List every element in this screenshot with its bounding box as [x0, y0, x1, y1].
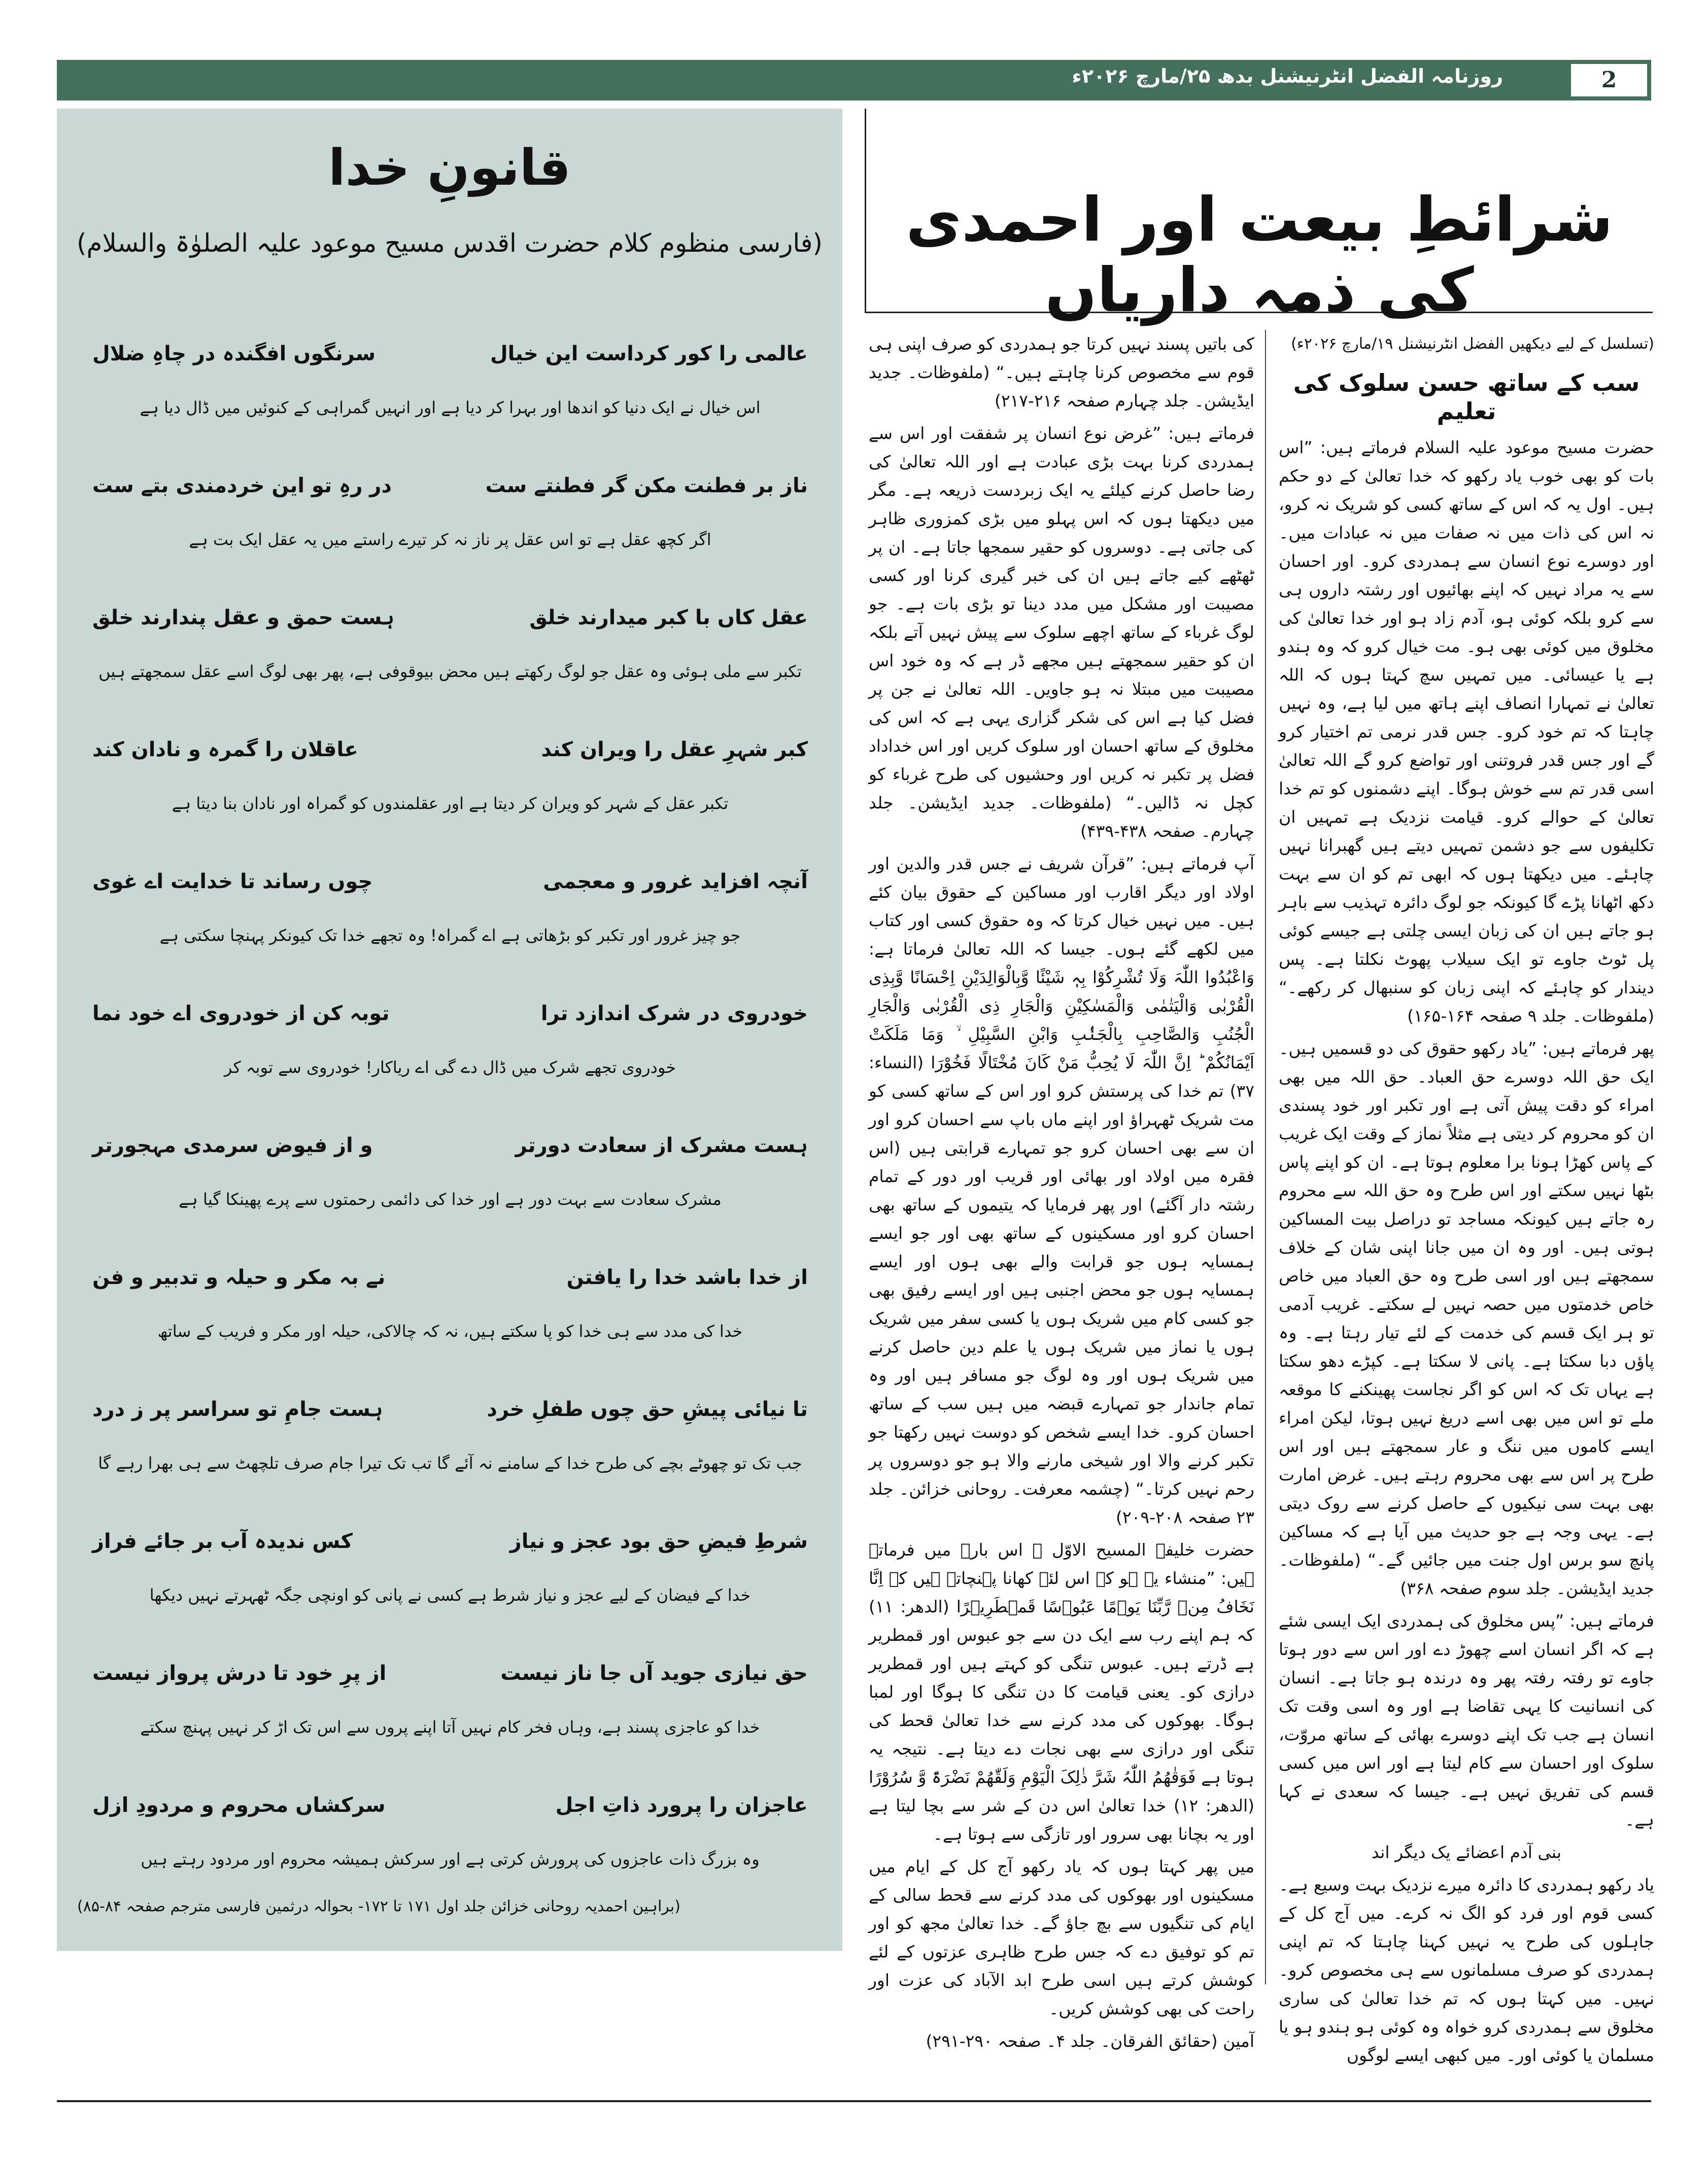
paragraph: فرماتے ہیں: ”پس مخلوق کی ہمدردی ایک ایسی شئے ہے کہ اگر انسان اسے چھوڑ دے اور اس سے دور ہوتا جاوے تو رفتہ رفتہ پھر وہ درندہ ہو جاتا ہے۔ انسان کی انسانیت کا یہی تقاضا ہے اور وہ اسی وقت تک انسان ہے جب تک اپنے دوسرے بھائی کے ساتھ مروّت، سلوک اور احسان سے کام لیتا ہے اور اس میں کسی قسم کی تفریق نہیں ہے۔ جیسا کہ سعدی نے کہا ہے۔	[1279, 1611, 1654, 1830]
verse-second-hemistich: کس ندیدہ آب بر جائے فراز	[92, 1530, 353, 1553]
section-heading: سب کے ساتھ حسن سلوک کی تعلیم	[1293, 369, 1640, 425]
paragraph: آپ فرماتے ہیں: ”قرآن شریف نے جس قدر والدین اور اولاد اور دیگر اقارب اور مساکین کے حقوق بیان کئے ہیں۔ میں نہیں خیال کرتا کہ وہ حقوق کسی اور کتاب میں لکھے گئے ہوں۔ جیسا کہ اللہ تعالیٰ فرماتا ہے: وَاعْبُدُوا اللّٰہَ وَلَا تُشْرِکُوْا بِہٖ شَیْئًا وَّبِالْوَالِدَیْنِ اِحْسَانًا وَّبِذِی الْقُرْبٰی وَالْیَتٰمٰی وَالْمَسٰکِیْنِ وَالْجَارِ ذِی الْقُرْبٰی وَالْجَارِ الْجُنُبِ وَالصَّاحِبِ بِالْجَنْۢبِ وَابْنِ السَّبِیْلِ ۙ وَمَا مَلَکَتْ اَیْمَانُکُمْ ؕ اِنَّ اللّٰہَ لَا یُحِبُّ مَنْ کَانَ مُخْتَالًا فَخُوْرَا (النساء: ۳۷) تم خدا کی پرستش کرو اور اس کے ساتھ کسی کو مت شریک ٹھہراؤ اور اپنے ماں باپ سے احسان کرو اور ان سے بھی احسان کرو جو تمہارے قرابتی ہیں (اس فقرہ میں اولاد اور بھائی اور قریب اور دور کے تمام رشتہ دار آگئے) اور پھر فرمایا کہ یتیموں کے ساتھ بھی احسان کرو اور مسکینوں کے ساتھ بھی اور جو ایسے ہمسایہ ہوں جو قرابت والے بھی ہوں اور ایسے ہمسایہ ہوں جو محض اجنبی ہیں اور ایسے رفیق بھی جو کسی کام میں شریک ہوں یا کسی سفر میں شریک ہوں یا نماز میں شریک ہوں یا علم دین حاصل کرنے میں شریک ہوں اور وہ لوگ جو مسافر ہیں اور وہ تمام جاندار جو تمہارے قبضہ میں ہیں سب کے ساتھ احسان کرو۔ خدا ایسے شخص کو دوست نہیں رکھتا جو تکبر کرنے والا اور شیخی مارنے والا ہو جو دوسروں پر رحم نہیں کرتا۔“ (چشمہ معرفت۔ روحانی خزائن۔ جلد ۲۳ صفحہ ۲۰۸-۲۰۹)	[869, 854, 1254, 1527]
verse	[92, 870, 808, 945]
verse-second-hemistich: از پرِ خود تا درش پرواز نیست	[92, 1662, 387, 1685]
verse-translation: خدا کی مدد سے ہی خدا کو پا سکتے ہیں، نہ کہ چالاکی، حیلہ اور مکر و فریب کے ساتھ	[157, 1322, 743, 1341]
verse-translation: خودروی تجھے شرک میں ڈال دے گی اے ریاکار! خودروی سے توبہ کر	[224, 1058, 676, 1077]
verse-translation: جب تک تو چھوٹے بچے کی طرح خدا کے سامنے نہ آئے گا تب تک تیرا جام صرف تلچھٹ سے ہی بھرا رہے گا	[98, 1454, 802, 1473]
verse-translation: جو چیز غرور اور تکبر کو بڑھاتی ہے اے گمراہ! وہ تجھے خدا تک کیونکر پہنچا سکتی ہے	[159, 926, 741, 945]
poem-panel	[57, 109, 842, 1951]
verse-first-hemistich: ناز بر فطنت مکن گر فطنتے ست	[485, 474, 808, 497]
verse-first-hemistich: کبر شہرِ عقل را ویران کند	[541, 738, 808, 761]
verse-second-hemistich: عاقلان را گمرہ و نادان کند	[92, 738, 358, 761]
article-column-right	[1279, 330, 1654, 2065]
verse	[92, 606, 808, 681]
couplet: بنی آدم اعضائے یک دیگر اند	[1371, 1842, 1562, 1862]
verse-first-hemistich: عاجزان را پرورد ذاتِ اجل	[555, 1794, 808, 1817]
verse-second-hemistich: چوں رساند تا خدایت اے غوی	[92, 870, 373, 893]
verse-translation: وہ بزرگ ذات عاجزوں کی پرورش کرتی ہے اور سرکش ہمیشہ محروم اور مردود رہتے ہیں	[141, 1849, 760, 1869]
verse-second-hemistich: و از فیوض سرمدی مہجورتر	[92, 1134, 373, 1157]
verse-second-hemistich: ہست جامِ تو سراسر پر ز درد	[92, 1398, 383, 1421]
verse-first-hemistich: شرطِ فیضِ حق بود عجز و نیاز	[509, 1530, 808, 1553]
verse	[92, 474, 808, 549]
paragraph: کی باتیں پسند نہیں کرتا جو ہمدردی کو صرف اپنی ہی قوم سے مخصوص کرنا چاہتے ہیں۔“ (ملفوظات۔ جدید ایڈیشن۔ جلد چہارم صفحہ ۲۱۶-۲۱۷)	[869, 334, 1254, 411]
continuation-note: (تسلسل کے لیے دیکھیں الفضل انٹرنیشنل ۱۹/مارچ ۲۰۲۶ء)	[1291, 335, 1654, 353]
paragraph: پھر فرماتے ہیں: ”یاد رکھو حقوق کی دو قسمیں ہیں۔ ایک حق اللہ دوسرے حق العباد۔ حق اللہ میں بھی امراء کو دقت پیش آتی ہے اور تکبر اور خود پسندی ان کو محروم کر دیتی ہے مثلاً نماز کے وقت ایک غریب کے پاس کھڑا ہونا برا معلوم ہوتا ہے۔ ان کو اپنے پاس بٹھا نہیں سکتے اور اس طرح وہ حق اللہ سے محروم رہ جاتے ہیں کیونکہ مساجد تو دراصل بیت المساکین ہوتی ہیں۔ اور وہ ان میں جانا اپنی شان کے خلاف سمجھتے ہیں اور اسی طرح وہ حق العباد میں خاص خاص خدمتوں میں حصہ نہیں لے سکتے۔ غریب آدمی تو ہر ایک قسم کی خدمت کے لئے تیار رہتا ہے۔ وہ پاؤں دبا سکتا ہے۔ پانی لا سکتا ہے۔ کپڑے دھو سکتا ہے یہاں تک کہ اس کو اگر نجاست پھینکنے کا موقعہ ملے تو اس میں بھی اسے دریغ نہیں ہوتا، لیکن امراء ایسے کاموں میں ننگ و عار سمجھتے ہیں اور اس طرح پر اس سے بھی محروم رہتے ہیں۔ غرض امارت بھی بہت سی نیکیوں کے حاصل کرنے سے روک دیتی ہے۔ یہی وجہ ہے جو حدیث میں آیا ہے کہ مساکین پانچ سو برس اول جنت میں جائیں گے۔“ (ملفوظات۔ جدید ایڈیشن۔ جلد سوم صفحہ ۳۶۸)	[1279, 1038, 1654, 1598]
verse-translation: خدا کو عاجزی پسند ہے، وہاں فخر کام نہیں آتا اپنے پروں سے اس تک اڑ کر نہیں پہنچ سکتے	[140, 1717, 760, 1737]
masthead-bar	[57, 60, 1594, 100]
page-bottom-rule	[57, 2100, 1651, 2102]
verse-second-hemistich: توبہ کن از خودروی اے خود نما	[92, 1002, 390, 1025]
article-title: شرائطِ بیعت اور احمدی کی ذمہ داریاں	[906, 185, 1613, 326]
verse-first-hemistich: عالمی را کور کرداست این خیال	[490, 342, 808, 365]
verse	[92, 1794, 808, 1869]
verse-first-hemistich: حق نیازی جوید آں جا ناز نیست	[500, 1662, 808, 1685]
verse	[92, 1530, 808, 1605]
verse-first-hemistich: تا نیائی پیشِ حق چوں طفلِ خرد	[487, 1398, 808, 1421]
poem-title: قانونِ خدا	[328, 139, 571, 197]
verse	[92, 1398, 808, 1473]
verse-translation: تکبر عقل کے شہر کو ویران کر دیتا ہے اور عقلمندوں کو گمراہ اور نادان بنا دیتا ہے	[172, 794, 729, 813]
paragraph: فرماتے ہیں: ”غرض نوع انسان پر شفقت اور اس سے ہمدردی کرنا بہت بڑی عبادت ہے اور اللہ تعالیٰ کی رضا حاصل کرنے کیلئے یہ ایک زبردست ذریعہ ہے۔ مگر میں دیکھتا ہوں کہ اس پہلو میں بڑی کمزوری ظاہر کی جاتی ہے۔ دوسروں کو حقیر سمجھا جاتا ہے۔ ان پر ٹھٹھے کیے جاتے ہیں ان کی خبر گیری کرنا اور کسی مصیبت اور مشکل میں مدد دینا تو بڑی بات ہے۔ جو لوگ غرباء کے ساتھ اچھے سلوک سے پیش نہیں آتے بلکہ ان کو حقیر سمجھتے ہیں مجھے ڈر ہے کہ وہ خود اس مصیبت میں مبتلا نہ ہو جاویں۔ اللہ تعالیٰ نے جن پر فضل کیا ہے اس کی شکر گزاری یہی ہے کہ اس کی مخلوق کے ساتھ احسان اور سلوک کریں اور اس خداداد فضل پر تکبر نہ کریں اور وحشیوں کی طرح غرباء کو کچل نہ ڈالیں۔“ (ملفوظات۔ جدید ایڈیشن۔ جلد چہارم۔ صفحہ ۴۳۸-۴۳۹)	[869, 423, 1254, 841]
paragraph: یاد رکھو ہمدردی کا دائرہ میرے نزدیک بہت وسیع ہے۔ کسی قوم اور فرد کو الگ نہ کرے۔ میں آج کل کے جاہلوں کی طرح یہ نہیں کہنا چاہتا کہ تم اپنی ہمدردی کو صرف مسلمانوں سے ہی مخصوص کرو۔ نہیں۔ میں کہتا ہوں کہ تم خدا تعالیٰ کی ساری مخلوق سے ہمدردی کرو خواہ وہ کوئی ہو ہندو ہو یا مسلمان یا کوئی اور۔ میں کبھی ایسے لوگوں	[1279, 1875, 1654, 2065]
verse	[92, 1662, 808, 1737]
verse-second-hemistich: در رہِ تو این خردمندی بتے ست	[92, 474, 392, 497]
article-title-box	[865, 109, 1653, 326]
paragraph: میں پھر کہتا ہوں کہ یاد رکھو آج کل کے ایام میں مسکینوں اور بھوکوں کی مدد کرنے سے قحط سالی کے ایام کی تنگیوں سے بچ جاؤ گے۔ خدا تعالیٰ مجھ کو اور تم کو توفیق دے کہ جس طرح ظاہری عزتوں کے لئے کوشش کرتے ہیں اسی طرح ابد الآباد کی عزت اور راحت کی بھی کوشش کریں۔	[869, 1857, 1254, 2018]
page-number-box	[1567, 60, 1651, 100]
article-column-middle	[869, 330, 1254, 2051]
verse-second-hemistich: ہست حمق و عقل پندارند خلق	[92, 606, 395, 629]
verse-translation: تکبر سے ملی ہوئی وہ عقل جو لوگ رکھتے ہیں محض بیوقوفی ہے، پھر بھی لوگ اسے عقل سمجھتے ہیں	[98, 662, 802, 681]
verse-second-hemistich: سرکشاں محروم و مردودِ ازل	[92, 1794, 386, 1817]
verse-first-hemistich: ہست مشرک از سعادت دورتر	[515, 1134, 808, 1157]
verse-translation: اس خیال نے ایک دنیا کو اندھا اور بہرا کر دیا ہے اور انہیں گمراہی کے کنوئیں میں ڈال دیا ہے	[140, 398, 761, 417]
paragraph: حضرت خلیفۃ المسیح الاوّل ؓ اس بارہ میں فرماتے ہیں: ”منشاء یہ ہو کہ اس لئے کھانا پہنچاتے ہیں کہ اِنَّا نَخَافُ مِنۡ رَّبِّنَا یَوۡمًا عَبُوۡسًا قَمۡطَرِیۡرًا (الدھر: ۱۱) کہ ہم اپنے رب سے ایک دن سے جو عبوس اور قمطریر ہے ڈرتے ہیں۔ عبوس تنگی کو کہتے ہیں اور قمطریر درازی کو۔ یعنی قیامت کا دن تنگی کا ہوگا اور لمبا ہوگا۔ بھوکوں کی مدد کرنے سے خدا تعالیٰ قحط کی تنگی اور درازی سے بھی نجات دے دیتا ہے۔ نتیجہ یہ ہوتا ہے فَوَقٰهُمُ اللّٰہُ شَرَّ ذٰلِکَ الْیَوْمِ وَلَقّٰهُمْ نَضْرَۃً وَّ سُرُوْرًا (الدھر: ۱۲) خدا تعالیٰ اس دن کے شر سے بچا لیتا ہے اور یہ بچانا بھی سرور اور تازگی سے ہوتا ہے۔	[869, 1540, 1254, 1844]
poem-subtitle: (فارسی منظوم کلام حضرت اقدس مسیح موعود علیہ الصلوٰۃ والسلام)	[76, 228, 823, 258]
paragraph: حضرت مسیح موعود علیہ السلام فرماتے ہیں: ”اس بات کو بھی خوب یاد رکھو کہ خدا تعالیٰ کے دو حکم ہیں۔ اول یہ کہ اس کے ساتھ کسی کو شریک نہ کرو، نہ اس کی ذات میں نہ صفات میں نہ عبادات میں۔ اور دوسرے نوع انسان سے ہمدردی کرو۔ اور احسان سے یہ مراد نہیں کہ اپنے بھائیوں اور رشتہ داروں ہی سے کرو بلکہ کوئی ہو، آدم زاد ہو اور خدا تعالیٰ کی مخلوق میں کوئی بھی ہو۔ مت خیال کرو کہ وہ ہندو ہے یا عیسائی۔ میں تمہیں سچ کہتا ہوں کہ اللہ تعالیٰ نے تمہارا انصاف اپنے ہاتھ میں لیا ہے، وہ نہیں چاہتا کہ تم خود کرو۔ جس قدر نرمی تم اختیار کرو گے اور جس قدر فروتنی اور تواضع کرو گے اللہ تعالیٰ اسی قدر تم سے خوش ہوگا۔ اپنے دشمنوں کو تم خدا تعالیٰ کے حوالے کرو۔ قیامت نزدیک ہے تمہیں ان تکلیفوں سے جو دشمن تمہیں دیتے ہیں گھبرانا نہیں چاہئے۔ میں دیکھتا ہوں کہ ابھی تم کو ان سے بہت دکھ اٹھانا پڑے گا کیونکہ جو لوگ دائرہ تہذیب سے باہر ہو جاتے ہیں ان کی زبان ایسی چلتی ہے جیسے کوئی پل ٹوٹ جاوے تو ایک سیلاب پھوٹ نکلتا ہے۔ پس دیندار کو چاہئے کہ اپنی زبان کو سنبھال کر رکھے۔“ (ملفوظات۔ جلد ۹ صفحہ ۱۶۴-۱۶۵)	[1279, 437, 1654, 1026]
verse-first-hemistich: آنچہ افزاید غرور و معجمی	[543, 870, 808, 893]
page-number: 2	[1571, 64, 1647, 96]
verse-second-hemistich: سرنگوں افگندہ در چاہِ ضلال	[92, 342, 376, 365]
verse-second-hemistich: نے بہ مکر و حیلہ و تدبیر و فن	[92, 1266, 386, 1289]
verse	[92, 1266, 808, 1341]
verse-first-hemistich: خودروی در شرک اندازد ترا	[540, 1002, 808, 1025]
paragraph: آمین (حقائق الفرقان۔ جلد ۴۔ صفحہ ۲۹۰-۲۹۱)	[926, 2031, 1254, 2051]
verse-first-hemistich: از خدا باشد خدا را یافتن	[566, 1266, 808, 1289]
verse-translation: اگر کچھ عقل ہے تو اس عقل پر ناز نہ کر تیرے راستے میں یہ عقل ایک بت ہے	[189, 530, 711, 549]
column-divider	[1265, 330, 1266, 1984]
masthead-text: روزنامہ الفضل انٹرنیشنل بدھ ۲۵/مارچ ۲۰۲۶ء	[1072, 65, 1503, 87]
verse	[92, 1134, 808, 1209]
poem-reference: (براہین احمدیہ روحانی خزائن جلد اول ۱۷۱ تا ۱۷۲- بحوالہ درثمین فارسی مترجم صفحہ ۸۴-۸۵)	[77, 1898, 680, 1915]
verse	[92, 342, 808, 417]
verse	[92, 1002, 808, 1077]
verse-first-hemistich: عقل کاں با کبر میدارند خلق	[529, 606, 808, 629]
verse-translation: مشرک سعادت سے بہت دور ہے اور خدا کی دائمی رحمتوں سے پرے پھینکا گیا ہے	[179, 1190, 722, 1209]
verse-translation: خدا کے فیضان کے لیے عجز و نیاز شرط ہے کسی نے پانی کو اونچی جگہ ٹھہرتے نہیں دیکھا	[149, 1586, 751, 1605]
verse	[92, 738, 808, 813]
